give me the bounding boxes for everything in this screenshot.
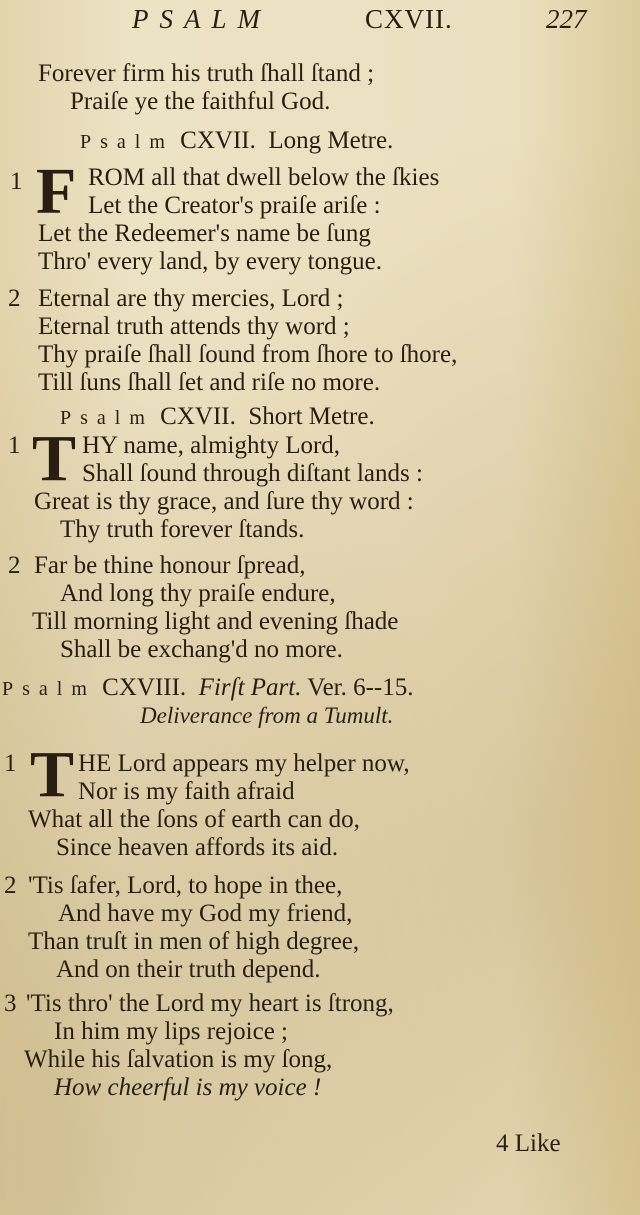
section3-heading-number: CXVIII. (102, 674, 187, 701)
section2-verse1-line-4: Thy truth forever ſtands. (60, 516, 305, 543)
section3-verse3-line-2: In him my lips rejoice ; (54, 1018, 288, 1045)
section1-verse1-line-2: Let the Creator's praiſe ariſe : (88, 192, 381, 219)
section1-heading-label: Psalm (80, 131, 174, 153)
section2-heading-number: CXVII. (160, 403, 236, 430)
section3-verse1-line-4: Since heaven affords its aid. (56, 834, 339, 861)
section3-verse1-number: 1 (4, 750, 17, 777)
section1-verse2-line-1: Eternal are thy mercies, Lord ; (38, 285, 344, 312)
section1-heading-number: CXVII. (180, 127, 256, 154)
section1-verse2-number: 2 (8, 285, 21, 312)
section1-verse1-line-1: ROM all that dwell below the ſkies (88, 164, 440, 191)
section2-verse1-number: 1 (8, 432, 21, 459)
section3-verse1-line-3: What all the ſons of earth can do, (28, 806, 360, 833)
section3-verse3-line-4: How cheerful is my voice ! (54, 1074, 322, 1101)
opening-line-2: Praiſe ye the faithful God. (70, 88, 331, 115)
section2-verse1-line-2: Shall ſound through diſtant lands : (82, 460, 423, 487)
section2-verse2-line-3: Till morning light and evening ſhade (32, 608, 399, 635)
section1-heading (80, 127, 393, 156)
section3-verse1-line-1: HE Lord appears my helper now, (78, 750, 410, 777)
section2-verse1-line-1: HY name, almighty Lord, (82, 432, 341, 459)
section3-verse3-number: 3 (4, 990, 17, 1017)
section3-verse2-line-1: 'Tis ſafer, Lord, to hope in thee, (28, 872, 343, 899)
section1-verse1-line-3: Let the Redeemer's name be ſung (38, 220, 371, 247)
section3-verse3-line-1: 'Tis thro' the Lord my heart is ſtrong, (26, 990, 394, 1017)
section3-verse2-line-3: Than truſt in men of high degree, (28, 928, 360, 955)
section3-heading-part: Firſt Part. (198, 674, 302, 701)
section3-subtitle: Deliverance from a Tumult. (140, 703, 394, 728)
section3-heading (2, 674, 414, 703)
section3-verse1-dropcap: T (30, 738, 75, 811)
section2-verse2-line-2: And long thy praiſe endure, (60, 580, 336, 607)
section2-verse2-line-1: Far be thine honour ſpread, (34, 552, 306, 579)
section1-verse2-line-3: Thy praiſe ſhall ſound from ſhore to ſhore, (38, 341, 458, 368)
running-title: PSALM (132, 4, 271, 34)
opening-line-1: Forever firm his truth ſhall ſtand ; (38, 60, 375, 87)
section2-verse2-line-4: Shall be exchang'd no more. (60, 636, 343, 663)
section2-heading-label: Psalm (60, 407, 154, 429)
section3-verse2-line-4: And on their truth depend. (56, 956, 321, 983)
section1-verse1-number: 1 (10, 168, 23, 195)
section1-verse2-line-2: Eternal truth attends thy word ; (38, 313, 350, 340)
running-psalm-number: CXVII. (365, 4, 453, 34)
section1-verse1-dropcap: F (36, 155, 77, 228)
section3-verse1-line-2: Nor is my faith afraid (78, 778, 295, 805)
section3-verse3-line-3: While his ſalvation is my ſong, (24, 1046, 333, 1073)
section1-heading-metre: Long Metre. (268, 127, 394, 154)
section3-verse2-number: 2 (4, 872, 17, 899)
section1-verse2-line-4: Till ſuns ſhall ſet and riſe no more. (38, 369, 381, 396)
section1-verse1-line-4: Thro' every land, by every tongue. (38, 248, 382, 275)
section3-verse2-line-2: And have my God my friend, (58, 900, 353, 927)
running-head (0, 4, 640, 38)
page-number: 227 (546, 4, 587, 34)
section2-verse1-dropcap: T (32, 422, 77, 495)
section2-heading-metre: Short Metre. (248, 403, 375, 430)
catchword: 4 Like (496, 1130, 561, 1157)
section2-verse1-line-3: Great is thy grace, and ſure thy word : (34, 488, 414, 515)
section3-heading-verses: Ver. 6--15. (307, 674, 414, 701)
section2-heading (60, 403, 375, 432)
section2-verse2-number: 2 (8, 552, 21, 579)
section3-heading-label: Psalm (2, 678, 96, 700)
